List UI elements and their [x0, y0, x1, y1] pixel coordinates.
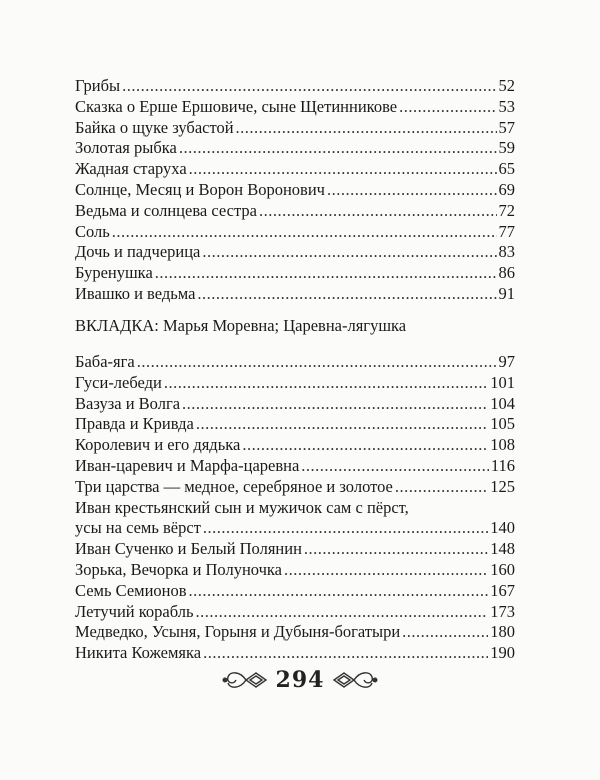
toc-entry-page: 91	[498, 283, 515, 303]
leader-dots	[399, 97, 496, 118]
toc-entry[interactable]	[75, 394, 515, 415]
toc-entry[interactable]	[75, 477, 515, 498]
toc-entry-title: Баба-яга	[75, 352, 135, 371]
leader-dots	[284, 560, 488, 581]
toc-entry-page: 59	[498, 138, 515, 158]
toc-entry[interactable]	[75, 138, 515, 159]
toc-entry-title: Сказка о Ерше Ершовиче, сыне Щетинникове	[75, 96, 398, 116]
toc-entry-title: Байка о щуке зубастой	[75, 117, 234, 137]
left-ornament-icon	[222, 665, 268, 695]
toc-entry[interactable]	[75, 560, 515, 581]
leader-dots	[301, 456, 489, 477]
leader-dots	[189, 581, 489, 602]
toc-section-2	[75, 352, 515, 664]
toc-entry-page: 52	[498, 76, 515, 95]
toc-entry-title: Соль	[75, 221, 110, 241]
toc-entry-title: Ведьма и солнцева сестра	[75, 200, 257, 220]
toc-entry-title: Королевич и его дядька	[75, 435, 241, 455]
toc-entry-page: 104	[490, 393, 515, 413]
toc-entry-title: Жадная старуха	[75, 159, 187, 179]
toc-entry-page: 53	[498, 96, 515, 116]
toc-entry-title: Никита Кожемяка	[75, 643, 202, 663]
leader-dots	[164, 373, 488, 394]
toc-entry-page: 148	[490, 539, 515, 559]
toc-entry[interactable]	[75, 581, 515, 602]
leader-dots	[304, 539, 488, 560]
toc-entry-title: Иван-царевич и Марфа-царевна	[75, 455, 300, 475]
toc-entry-page: 108	[490, 435, 515, 455]
toc-entry[interactable]	[75, 602, 515, 623]
leader-dots	[203, 518, 488, 539]
toc-entry[interactable]	[75, 159, 515, 180]
toc-entry[interactable]	[75, 373, 515, 394]
toc-entry-title: Вазуза и Волга	[75, 393, 181, 413]
toc-entry[interactable]	[75, 222, 515, 243]
leader-dots	[182, 394, 488, 415]
toc-entry-page: 105	[490, 414, 515, 434]
toc-entry-title: Грибы	[75, 76, 121, 95]
toc-entry[interactable]	[75, 435, 515, 456]
toc-entry[interactable]	[75, 242, 515, 263]
toc-entry[interactable]	[75, 539, 515, 560]
toc-entry-title: Медведко, Усыня, Горыня и Дубыня-богатыри	[75, 622, 401, 642]
toc-entry[interactable]	[75, 97, 515, 118]
leader-dots	[137, 352, 497, 373]
leader-dots	[202, 242, 496, 263]
toc-entry[interactable]	[75, 622, 515, 643]
toc-entry-title: Зорька, Вечорка и Полуночка	[75, 559, 282, 579]
toc-entry[interactable]	[75, 76, 515, 97]
toc-entry-page: 86	[498, 263, 515, 283]
toc-entry[interactable]	[75, 180, 515, 201]
leader-dots	[197, 284, 496, 305]
toc-entry[interactable]	[75, 518, 515, 539]
toc-entry-page: 97	[498, 352, 515, 371]
toc-section-1	[75, 76, 515, 305]
leader-dots	[189, 159, 497, 180]
toc-entry-page: 57	[498, 117, 515, 137]
toc-entry-title: Правда и Кривда	[75, 414, 194, 434]
right-ornament-icon	[332, 665, 378, 695]
page-footer	[0, 660, 600, 700]
toc-entry-title: Три царства — медное, серебряное и золотое	[75, 476, 393, 496]
toc-entry-title: Иван крестьянский сын и мужичок сам с пёрст,	[75, 497, 409, 517]
leader-dots	[196, 414, 488, 435]
leader-dots	[242, 435, 488, 456]
toc-entry-title: Золотая рыбка	[75, 138, 177, 158]
toc-entry[interactable]	[75, 284, 515, 305]
toc-entry[interactable]	[75, 263, 515, 284]
toc-entry[interactable]	[75, 352, 515, 373]
toc-entry-title: усы на семь вёрст	[75, 518, 201, 538]
toc-entry-page: 167	[490, 580, 515, 600]
leader-dots	[327, 180, 497, 201]
toc-entry-page: 83	[498, 242, 515, 262]
toc-entry-page: 180	[490, 622, 515, 642]
toc-entry-page: 65	[498, 159, 515, 179]
page-number: 294	[275, 667, 325, 693]
toc-entry-page: 140	[490, 518, 515, 538]
leader-dots	[395, 477, 488, 498]
leader-dots	[112, 222, 497, 243]
toc-entry-page: 116	[490, 455, 515, 475]
toc-entry-title: Солнце, Месяц и Ворон Воронович	[75, 179, 325, 199]
toc-entry-title: Иван Сученко и Белый Полянин	[75, 539, 302, 559]
toc-entry[interactable]	[75, 456, 515, 477]
leader-dots	[402, 622, 488, 643]
toc-entry[interactable]	[75, 201, 515, 222]
toc-entry-page: 125	[490, 476, 515, 496]
toc-entry-title: Дочь и падчерица	[75, 242, 201, 262]
toc-entry-page: 101	[490, 372, 515, 392]
toc-entry-title: Летучий корабль	[75, 601, 194, 621]
toc-entry-title: Гуси-лебеди	[75, 372, 162, 392]
insert-note: ВКЛАДКА: Марья Моревна; Царевна-лягушка	[75, 316, 407, 335]
toc-entry-page: 77	[498, 221, 515, 241]
toc-entry-page: 160	[490, 559, 515, 579]
leader-dots	[122, 76, 496, 97]
leader-dots	[179, 138, 497, 159]
toc-entry[interactable]	[75, 118, 515, 139]
toc-entry-page: 173	[490, 601, 515, 621]
toc-entry-title: Буренушка	[75, 263, 153, 283]
leader-dots	[259, 201, 497, 222]
leader-dots	[236, 118, 497, 139]
toc-entry-first-line[interactable]	[75, 498, 515, 519]
toc-entry-title: Семь Семионов	[75, 580, 187, 600]
toc-entry-title: Ивашко и ведьма	[75, 283, 196, 303]
toc-entry-page: 69	[498, 179, 515, 199]
toc-entry-page: 190	[490, 643, 515, 663]
toc-entry-page: 72	[498, 200, 515, 220]
leader-dots	[155, 263, 497, 284]
leader-dots	[195, 602, 488, 623]
toc-entry[interactable]	[75, 414, 515, 435]
